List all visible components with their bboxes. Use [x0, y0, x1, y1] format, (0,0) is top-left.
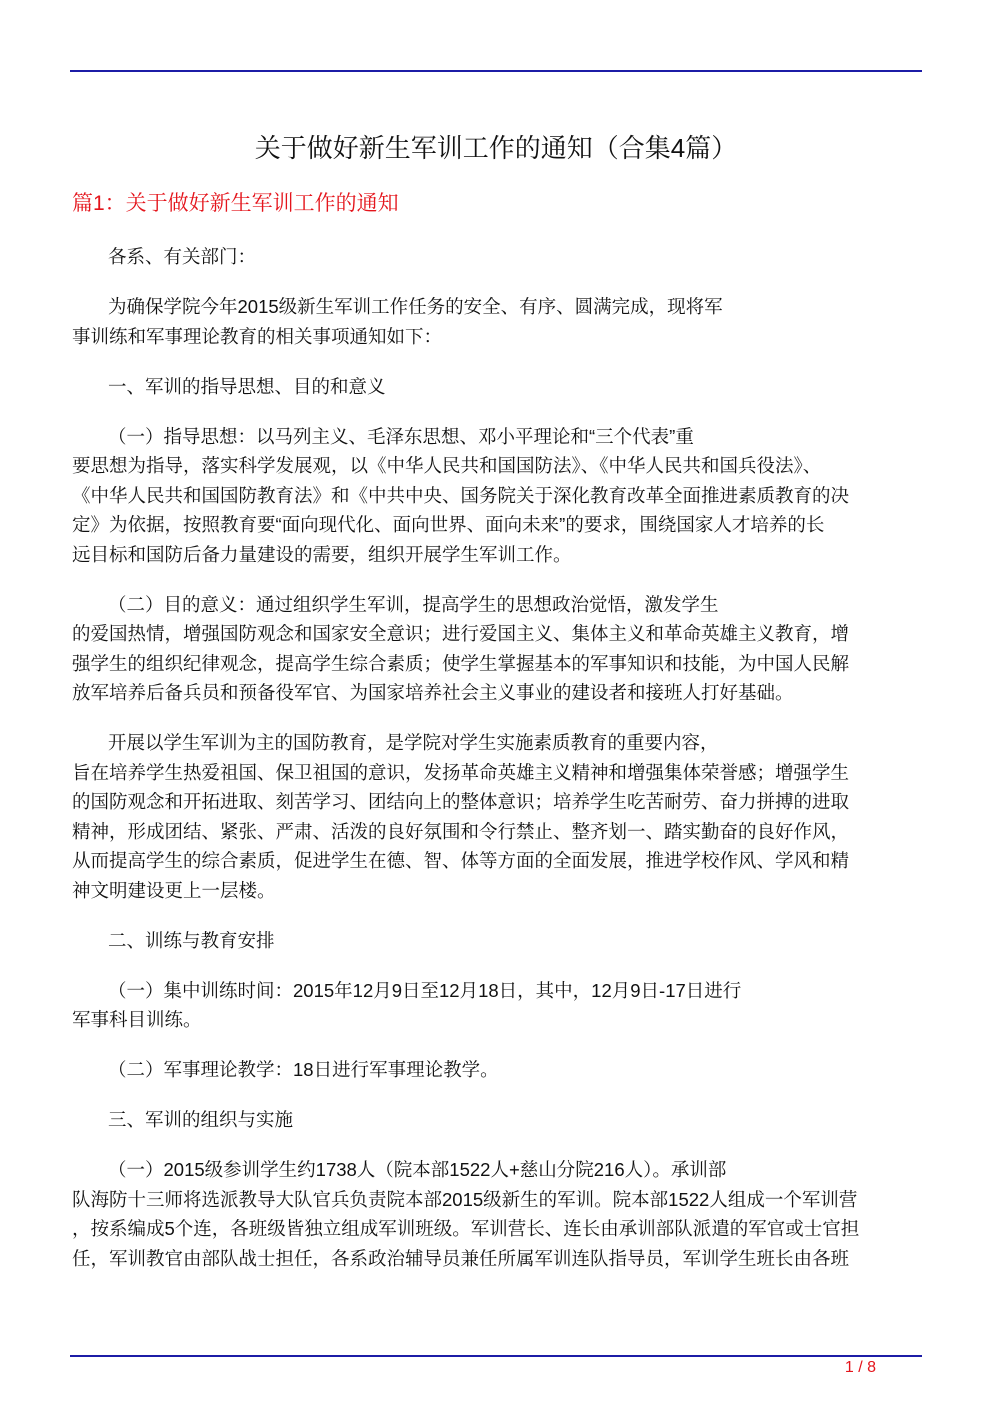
- text-line: （一）集中训练时间：2015年12月9日至12月18日，其中，12月9日-17日进行: [108, 979, 742, 1001]
- paragraph: [72, 292, 922, 351]
- text-line: 队海防十三师将选派教导大队官兵负责院本部2015级新生的军训。院本部1522人组成一个军训营: [72, 1188, 858, 1210]
- text-line: 放军培养后备兵员和预备役军官、为国家培养社会主义事业的建设者和接班人打好基础。: [72, 682, 794, 703]
- paragraph: [72, 728, 922, 905]
- paragraph: [72, 1155, 922, 1273]
- text-line: 开展以学生军训为主的国防教育，是学院对学生实施素质教育的重要内容，: [108, 732, 719, 753]
- section-heading: 篇1：关于做好新生军训工作的通知: [72, 192, 399, 215]
- text-line: 为确保学院今年2015级新生军训工作任务的安全、有序、圆满完成，现将军: [108, 296, 723, 317]
- text-line: （一）指导思想：以马列主义、毛泽东思想、邓小平理论和“三个代表”重: [108, 425, 694, 447]
- text-line: （一）2015级参训学生约1738人（院本部1522人+慈山分院216人）。承训部: [108, 1159, 727, 1180]
- paragraph: [72, 1055, 922, 1085]
- text-line: 旨在培养学生热爱祖国、保卫祖国的意识，发扬革命英雄主义精神和增强集体荣誉感；增强学生: [72, 761, 850, 783]
- text-line: 远目标和国防后备力量建设的需要，组织开展学生军训工作。: [72, 543, 572, 565]
- text-line: （二）军事理论教学：18日进行军事理论教学。: [108, 1059, 499, 1080]
- text-line: ，按系编成5个连，各班级皆独立组成军训班级。军训营长、连长由承训部队派遣的军官或士官担: [72, 1218, 860, 1239]
- header-rule: [70, 70, 922, 72]
- text-line: 从而提高学生的综合素质，促进学生在德、智、体等方面的全面发展，推进学校作风、学风和精: [72, 850, 850, 871]
- text-line: 任，军训教官由部队战士担任，各系政治辅导员兼任所属军训连队指导员，军训学生班长由各班: [72, 1247, 850, 1269]
- text-line: 的爱国热情，增强国防观念和国家安全意识；进行爱国主义、集体主义和革命英雄主义教育，增: [72, 623, 850, 644]
- text-line: （二）目的意义：通过组织学生军训，提高学生的思想政治觉悟，激发学生: [108, 593, 719, 615]
- text-line: 军事科目训练。: [72, 1009, 202, 1030]
- text-line: 精神，形成团结、紧张、严肃、活泼的良好氛围和令行禁止、整齐划一、踏实勤奋的良好作风，: [72, 820, 850, 842]
- paragraph: [72, 590, 922, 708]
- text-line: 二、训练与教育安排: [108, 929, 275, 951]
- paragraph: [72, 976, 922, 1035]
- document-title: 关于做好新生军训工作的通知（合集4篇）: [254, 133, 738, 163]
- document-body: [72, 242, 922, 1294]
- paragraph: [72, 422, 922, 570]
- text-line: 《中华人民共和国国防教育法》和《中共中央、国务院关于深化教育改革全面推进素质教育的决: [72, 484, 850, 506]
- text-line: 三、军训的组织与实施: [108, 1109, 294, 1130]
- paragraph: [72, 926, 922, 956]
- text-line: 的国防观念和开拓进取、刻苦学习、团结向上的整体意识；培养学生吃苦耐劳、奋力拼搏的进取: [72, 791, 850, 812]
- text-line: 一、军训的指导思想、目的和意义: [108, 375, 386, 397]
- text-line: 定》为依据，按照教育要“面向现代化、面向世界、面向未来”的要求，围绕国家人才培养的长: [72, 514, 825, 535]
- paragraph: [72, 242, 922, 272]
- text-line: 强学生的组织纪律观念，提高学生综合素质；使学生掌握基本的军事知识和技能，为中国人民解: [72, 652, 850, 674]
- paragraph: [72, 372, 922, 402]
- text-line: 事训练和军事理论教育的相关事项通知如下：: [72, 325, 443, 347]
- text-line: 神文明建设更上一层楼。: [72, 879, 276, 901]
- paragraph: [72, 1105, 922, 1135]
- text-line: 各系、有关部门：: [108, 246, 257, 267]
- page-indicator: 1 / 8: [844, 1359, 876, 1376]
- footer-rule: [70, 1355, 922, 1357]
- text-line: 要思想为指导，落实科学发展观，以《中华人民共和国国防法》、《中华人民共和国兵役法》、: [72, 455, 822, 476]
